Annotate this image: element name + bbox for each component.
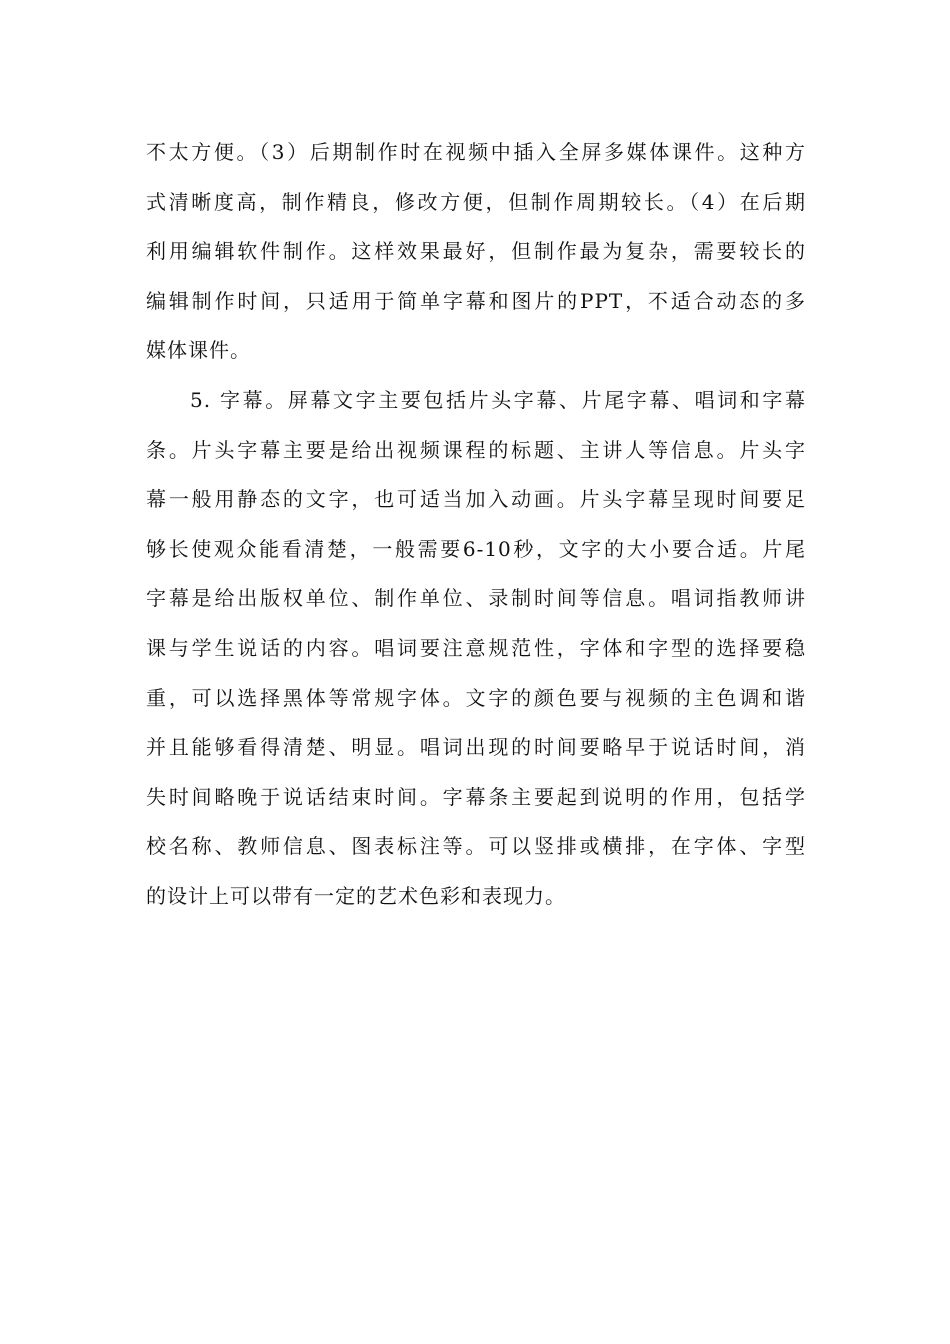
paragraph-1-line: 式清晰度高，制作精良，修改方便，但制作周期较长。（4）在后期 xyxy=(146,189,806,214)
paragraph-2-line: 重，可以选择黑体等常规字体。文字的颜色要与视频的主色调和谐 xyxy=(146,685,806,710)
paragraph-2-line: 条。片头字幕主要是给出视频课程的标题、主讲人等信息。片头字 xyxy=(146,437,806,462)
paragraph-2-line: 字幕是给出版权单位、制作单位、录制时间等信息。唱词指教师讲 xyxy=(146,586,806,611)
paragraph-2-line: 校名称、教师信息、图表标注等。可以竖排或横排，在字体、字型 xyxy=(146,834,806,859)
paragraph-2-line: 5. 字幕。屏幕文字主要包括片头字幕、片尾字幕、唱词和字幕 xyxy=(190,387,806,412)
paragraph-2-line: 并且能够看得清楚、明显。唱词出现的时间要略早于说话时间，消 xyxy=(146,735,806,760)
paragraph-2-line: 的设计上可以带有一定的艺术色彩和表现力。 xyxy=(146,883,566,908)
paragraph-2-line: 课与学生说话的内容。唱词要注意规范性，字体和字型的选择要稳 xyxy=(146,635,806,660)
paragraph-1-line: 编辑制作时间，只适用于简单字幕和图片的PPT，不适合动态的多 xyxy=(146,288,806,313)
paragraph-2-line: 够长使观众能看清楚，一般需要6-10秒，文字的大小要合适。片尾 xyxy=(146,536,806,561)
paragraph-1-line: 利用编辑软件制作。这样效果最好，但制作最为复杂，需要较长的 xyxy=(146,239,806,264)
paragraph-1-line: 媒体课件。 xyxy=(146,338,251,363)
body-text xyxy=(146,128,806,922)
paragraph-1-line: 不太方便。（3）后期制作时在视频中插入全屏多媒体课件。这种方 xyxy=(146,140,806,164)
paragraph-2-line: 幕一般用静态的文字，也可适当加入动画。片头字幕呈现时间要足 xyxy=(146,487,806,512)
paragraph-2-line: 失时间略晚于说话结束时间。字幕条主要起到说明的作用，包括学 xyxy=(146,784,806,809)
